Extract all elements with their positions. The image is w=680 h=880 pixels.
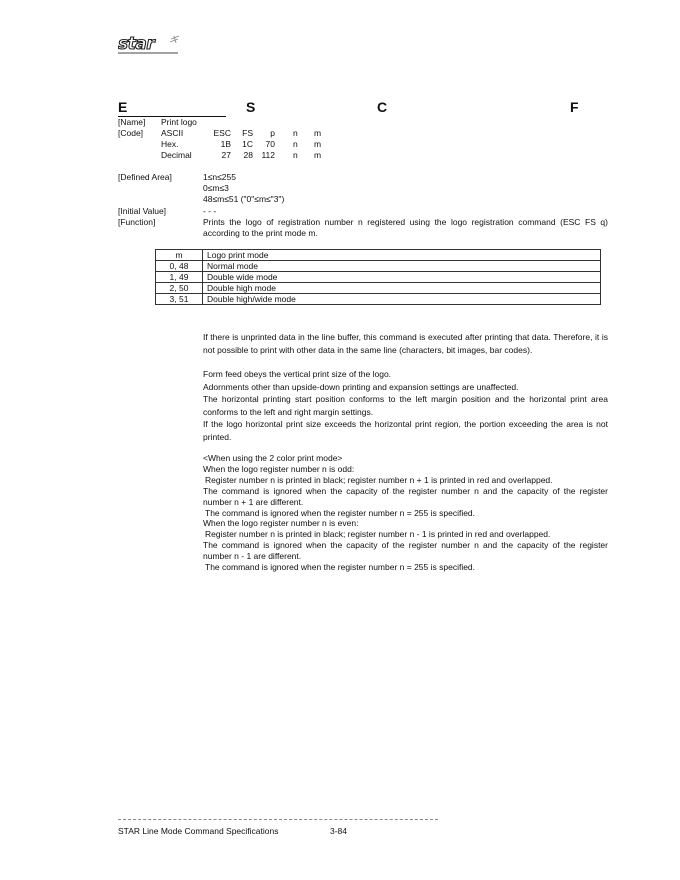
table-cell-m: 3, 51 <box>156 294 203 305</box>
code-cell: ESC <box>213 128 231 138</box>
odd-item: Register number n is printed in black; register number n + 1 is printed in red and overlapped. <box>205 475 553 485</box>
name-value: Print logo <box>161 117 197 127</box>
code-kind: ASCII <box>161 128 184 138</box>
footer-title: STAR Line Mode Command Specifications <box>118 826 279 836</box>
even-item: The command is ignored when the register number n = 255 is specified. <box>205 562 476 572</box>
note-paragraph: The horizontal printing start position conforms to the left margin position and the horizontal print area conforms to the left and right margin settings. <box>203 394 608 417</box>
code-cell: 1C <box>242 139 253 149</box>
initial-value-label: [Initial Value] <box>118 206 167 216</box>
initial-value: - - - <box>203 206 217 216</box>
table-cell-mode: Normal mode <box>203 261 601 272</box>
table-row <box>156 272 601 283</box>
code-cell: m <box>314 139 322 149</box>
function-label: [Function] <box>118 217 156 227</box>
code-cell: n <box>293 150 298 160</box>
code-cell: n <box>293 139 298 149</box>
odd-item: The command is ignored when the register number n = 255 is specified. <box>205 508 476 518</box>
logo-text: star <box>118 34 155 54</box>
code-cell: 1B <box>220 139 231 149</box>
table-cell-m: 1, 49 <box>156 272 203 283</box>
code-cell: FS <box>242 128 253 138</box>
table-cell-mode: Double high mode <box>203 283 601 294</box>
note-paragraph: Form feed obeys the vertical print size of the logo. <box>203 369 392 379</box>
code-kind: Hex. <box>161 139 179 149</box>
table-header-m: m <box>156 250 203 261</box>
footer-page-number: 3-84 <box>330 826 348 836</box>
code-label: [Code] <box>118 128 144 138</box>
logo-mode-table <box>155 249 601 305</box>
function-text: Prints the logo of registration number n registered using the logo registration command (ESC FS q) according to the print mode m. <box>203 217 608 238</box>
even-item: Register number n is printed in black; register number n - 1 is printed in red and overlapped. <box>205 529 551 539</box>
code-cell: 112 <box>261 150 275 160</box>
code-cell: 70 <box>265 139 275 149</box>
name-label: [Name] <box>118 117 146 127</box>
table-row <box>156 294 601 305</box>
table-row <box>156 261 601 272</box>
odd-item: The command is ignored when the capacity of the register number n and the capacity of the register number n + 1 are different. <box>203 486 608 507</box>
header-letter-e: E <box>118 99 128 115</box>
table-row <box>156 283 601 294</box>
header-letter-f: F <box>570 99 579 115</box>
even-heading: When the logo register number n is even: <box>203 518 359 528</box>
code-kind: Decimal <box>161 150 192 160</box>
table-cell-m: 2, 50 <box>156 283 203 294</box>
note-paragraph: Adornments other than upside-down printing and expansion settings are unaffected. <box>203 382 519 392</box>
even-item: The command is ignored when the capacity of the register number n and the capacity of the register number n - 1 are different. <box>203 540 608 561</box>
footer-rule <box>118 819 438 820</box>
note-paragraph: If there is unprinted data in the line buffer, this command is executed after printing that data. Therefore, it is not possible to print with other data in the same line (characters, bit images, bar codes). <box>203 332 608 355</box>
header-letter-c: C <box>377 99 388 115</box>
code-cell: m <box>314 150 322 160</box>
code-cell: 27 <box>221 150 231 160</box>
star-logo <box>118 34 182 59</box>
note-paragraph: If the logo horizontal print size exceeds the horizontal print region, the portion exceeding the area is not printed. <box>203 419 608 442</box>
defined-area-line: 48≤m≤51 ("0"≤m≤"3") <box>203 194 285 204</box>
two-color-title: <When using the 2 color print mode> <box>203 453 343 463</box>
code-cell: n <box>293 128 298 138</box>
odd-heading: When the logo register number n is odd: <box>203 464 355 474</box>
logo-star-mark <box>170 36 179 43</box>
table-header-mode: Logo print mode <box>203 250 601 261</box>
defined-area-label: [Defined Area] <box>118 172 172 182</box>
defined-area-line: 1≤n≤255 <box>203 172 236 182</box>
code-cell: 28 <box>243 150 253 160</box>
header-letter-s: S <box>246 99 256 115</box>
table-cell-mode: Double wide mode <box>203 272 601 283</box>
defined-area-line: 0≤m≤3 <box>203 183 229 193</box>
code-cell: m <box>314 128 322 138</box>
table-cell-mode: Double high/wide mode <box>203 294 601 305</box>
table-cell-m: 0, 48 <box>156 261 203 272</box>
table-header-row <box>156 250 601 261</box>
code-cell: p <box>270 128 275 138</box>
